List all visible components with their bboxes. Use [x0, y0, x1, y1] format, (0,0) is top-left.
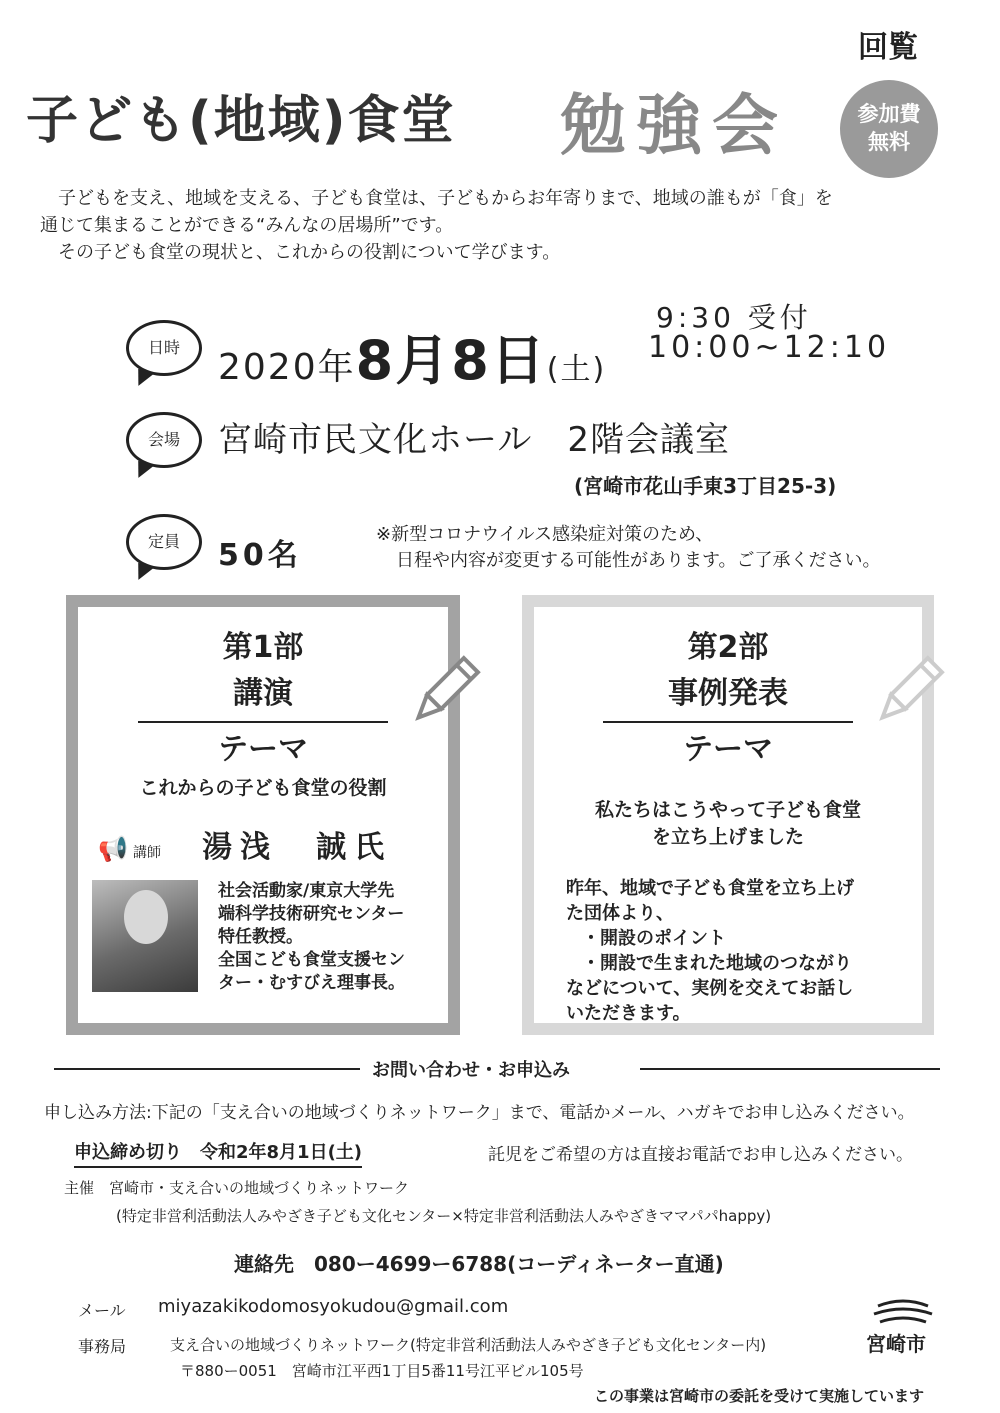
date-label: 日時	[147, 338, 180, 357]
desc-line: などについて、実例を交えてお話し	[566, 978, 854, 999]
reception-time: 9:30 受付	[656, 301, 812, 334]
bio-line: ター・むすびえ理事長。	[218, 973, 405, 993]
divider	[640, 1068, 940, 1070]
intro-line: 通じて集まることができる“みんなの居場所”です。	[40, 215, 454, 236]
venue-label: 会場	[147, 430, 180, 449]
venue-address: (宮崎市花山手東3丁目25-3)	[574, 474, 837, 498]
part2-theme: を立ち上げました	[651, 826, 804, 848]
date-day: 8日	[451, 329, 547, 392]
megaphone-icon: 📢	[98, 835, 128, 863]
application-method: 申し込み方法:下記の「支え合いの地域づくりネットワーク」まで、電話かメール、ハガキでお申し込みください。	[44, 1103, 915, 1123]
bio-line: 社会活動家/東京大学先	[218, 881, 395, 901]
desc-line: 昨年、地域で子ども食堂を立ち上げ	[566, 878, 854, 899]
office-label: 事務局	[78, 1337, 127, 1356]
application-deadline: 申込締め切り 令和2年8月1日(土)	[74, 1138, 362, 1168]
bio-line: 端科学技術研究センター	[218, 904, 405, 924]
free-badge	[840, 80, 938, 178]
part1-theme: これからの子ども食堂の役割	[139, 777, 387, 799]
pencil-icon	[868, 652, 948, 732]
pencil-icon	[404, 652, 484, 732]
part2-type: 事例発表	[668, 676, 788, 711]
part1-theme-label: テーマ	[218, 732, 308, 767]
city-logo-icon	[870, 1298, 936, 1326]
intro-text	[40, 185, 960, 266]
desc-line: ・開設のポイント	[582, 928, 726, 949]
bio-line: 全国こども食堂支援セン	[218, 950, 405, 970]
date-weekday: (土)	[546, 352, 607, 387]
part1-number: 第1部	[222, 630, 304, 665]
organizer: 主催 宮崎市・支え合いの地域づくりネットワーク	[64, 1179, 410, 1197]
speech-bubble-icon	[126, 320, 202, 376]
mail-label: メール	[78, 1301, 126, 1320]
speech-bubble-icon	[126, 514, 202, 570]
bio-line: 特任教授。	[218, 927, 303, 947]
fee-label: 参加費	[857, 102, 921, 126]
capacity: 50名	[218, 538, 302, 573]
intro-line: その子ども食堂の現状と、これからの役割について学びます。	[58, 242, 561, 263]
date-month: 8月	[355, 329, 452, 392]
city-logo-text: 宮崎市	[866, 1332, 926, 1356]
part1-type: 講演	[233, 676, 293, 711]
covid-note: 日程や内容が変更する可能性があります。ご了承ください。	[396, 550, 881, 571]
covid-note: ※新型コロナウイルス感染症対策のため、	[376, 524, 714, 545]
lecturer-name: 湯浅 誠氏	[202, 830, 393, 865]
lecturer-bio	[218, 880, 405, 995]
desc-line: ・開設で生まれた地域のつながり	[582, 953, 852, 974]
capacity-label: 定員	[147, 532, 180, 551]
office: 支え合いの地域づくりネットワーク(特定非営利活動法人みやざき子ども文化センター内)	[170, 1336, 767, 1354]
part2-theme-label: テーマ	[683, 732, 773, 767]
contact-email[interactable]: miyazakikodomosyokudou@gmail.com	[158, 1296, 509, 1317]
page-title-study: 勉強会	[560, 87, 788, 164]
lecturer-label: 講師	[132, 845, 161, 861]
page-title: 子ども(地域)食堂	[26, 91, 456, 151]
contact-heading: お問い合わせ・お申込み	[372, 1060, 570, 1081]
divider	[54, 1068, 360, 1070]
event-time: 10:00~12:10	[648, 330, 891, 365]
speech-bubble-icon	[126, 412, 202, 468]
part2-number: 第2部	[687, 630, 769, 665]
divider	[138, 721, 388, 723]
office-address: 〒880ー0051 宮崎市江平西1丁目5番11号江平ビル105号	[180, 1362, 584, 1380]
event-date	[218, 318, 606, 395]
divider	[603, 721, 853, 723]
fee-free: 無料	[868, 130, 910, 154]
lecturer-photo-face	[124, 890, 168, 944]
venue: 宮崎市民文化ホール 2階会議室	[218, 420, 730, 460]
desc-line: た団体より、	[566, 903, 674, 924]
lecturer-row	[78, 822, 448, 866]
footer-note: この事業は宮崎市の委託を受けて実施しています	[594, 1387, 925, 1405]
part2-theme: 私たちはこうやって子ども食堂	[594, 799, 861, 821]
circulation-label: 回覧	[858, 30, 918, 65]
childcare-note: 託児をご希望の方は直接お電話でお申し込みください。	[488, 1145, 913, 1165]
organizer-sub: (特定非営利活動法人みやざき子ども文化センター×特定非営利活動法人みやざきママパパhappy)	[116, 1207, 772, 1225]
part2-description	[566, 876, 854, 1026]
desc-line: いただきます。	[566, 1003, 691, 1024]
date-year: 2020年	[218, 347, 356, 388]
intro-line: 子どもを支え、地域を支える、子ども食堂は、子どもからお年寄りまで、地域の誰もが「食」を	[58, 188, 833, 209]
contact-phone: 連絡先 080ー4699ー6788(コーディネーター直通)	[234, 1252, 724, 1276]
